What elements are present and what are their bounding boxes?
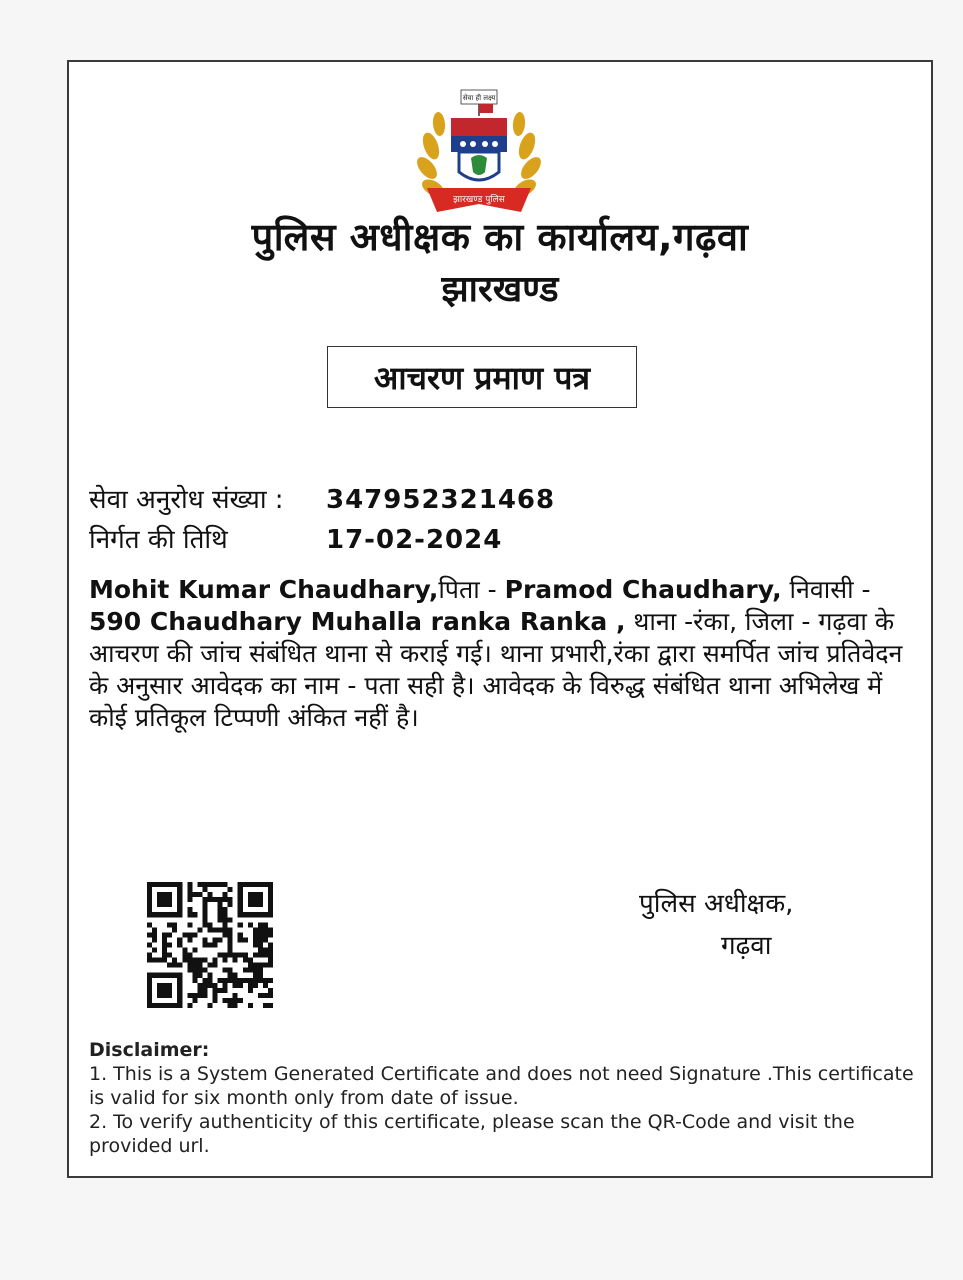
certificate-page bbox=[67, 60, 933, 1178]
flag-icon bbox=[479, 104, 493, 113]
certificate-title: आचरण प्रमाण पत्र bbox=[373, 358, 591, 397]
father-label: पिता - bbox=[438, 575, 505, 604]
certificate-body bbox=[89, 574, 919, 734]
issue-date-label: निर्गत की तिथि bbox=[89, 525, 228, 555]
service-number-row bbox=[89, 480, 555, 520]
service-number-value: 347952321468 bbox=[326, 485, 556, 515]
disclaimer-line-1: 1. This is a System Generated Certificate and does not need Signature .This certificate is valid for six month only from date of issue. bbox=[89, 1063, 914, 1109]
disclaimer-heading: Disclaimer: bbox=[89, 1039, 210, 1061]
father-name: Pramod Chaudhary, bbox=[504, 575, 782, 604]
signatory-place: गढ़वा bbox=[721, 931, 772, 961]
residence-label: निवासी - bbox=[781, 575, 871, 604]
disclaimer-line-2: 2. To verify authenticity of this certificate, please scan the QR-Code and visit the provided url. bbox=[89, 1111, 855, 1157]
jharkhand-police-emblem bbox=[409, 84, 549, 224]
state-title: झारखण्ड bbox=[441, 269, 559, 310]
issue-date-value: 17-02-2024 bbox=[326, 525, 503, 555]
issue-date-row bbox=[89, 520, 555, 560]
emblem-motto: सेवा ही लक्ष्य bbox=[462, 94, 496, 102]
service-number-label: सेवा अनुरोध संख्या : bbox=[89, 485, 284, 515]
verification-statement: थाना -रंका, जिला - गढ़वा के आचरण की जांच संबंधित थाना से कराई गई। थाना प्रभारी,रंका द्वारा समर्पित जांच प्रतिवेदन के अनुसार आवेदक का नाम - पता सही है। आवेदक के विरुद्ध संबंधित थाना अभिलेख में कोई प्रतिकूल टिप्पणी अंकित नहीं है। bbox=[89, 607, 903, 732]
office-title: पुलिस अधीक्षक का कार्यालय,गढ़वा bbox=[251, 215, 749, 259]
applicant-address: 590 Chaudhary Muhalla ranka Ranka , bbox=[89, 607, 626, 636]
applicant-name: Mohit Kumar Chaudhary, bbox=[89, 575, 439, 604]
signatory-designation: पुलिस अधीक्षक, bbox=[639, 889, 794, 919]
verification-qr-code[interactable] bbox=[147, 882, 273, 1008]
emblem-ribbon-text: झारखण्ड पुलिस bbox=[453, 195, 505, 205]
certificate-title-box bbox=[327, 346, 637, 408]
certificate-meta bbox=[89, 480, 555, 560]
disclaimer bbox=[89, 1038, 919, 1158]
